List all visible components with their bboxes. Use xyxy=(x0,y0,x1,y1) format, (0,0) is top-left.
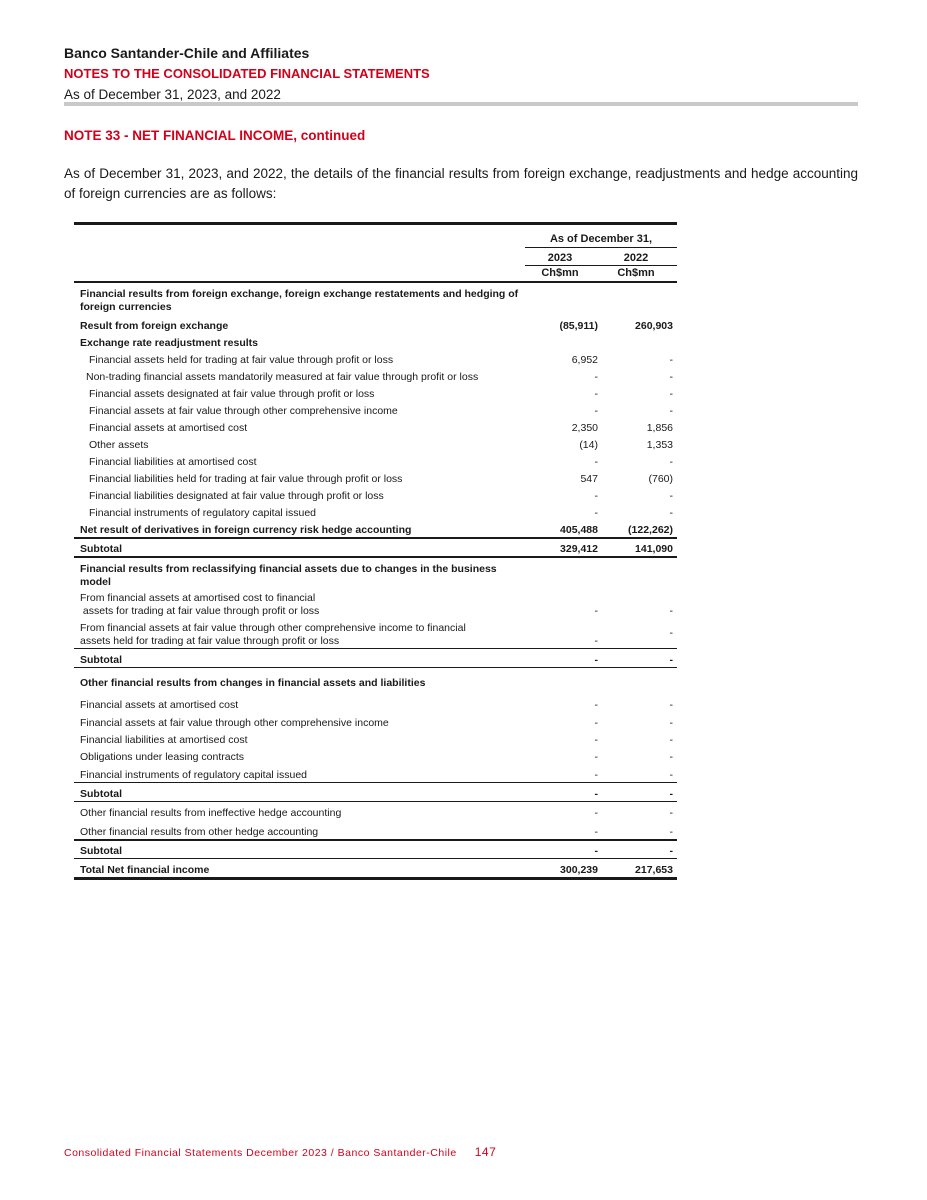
value-2022: 260,903 xyxy=(635,320,673,332)
table-row xyxy=(74,820,677,839)
value-2022: - xyxy=(669,507,673,519)
row-label: Financial assets at amortised cost xyxy=(80,699,239,711)
value-2023: (14) xyxy=(579,439,598,451)
table-row xyxy=(74,503,677,520)
table-row xyxy=(74,712,677,730)
total-row xyxy=(74,859,677,880)
subtotal-row xyxy=(74,648,677,668)
table-row xyxy=(74,486,677,503)
row-label: Subtotal xyxy=(80,543,122,555)
value-2023: - xyxy=(594,388,598,400)
table-row xyxy=(74,520,677,537)
value-2022: 1,856 xyxy=(646,422,673,434)
table-row xyxy=(74,367,677,384)
year-underline xyxy=(525,265,677,266)
value-2022: - xyxy=(669,751,673,763)
row-label: Other financial results from changes in financial assets and liabilities xyxy=(80,677,426,689)
row-label: Financial liabilities at amortised cost xyxy=(80,734,248,746)
value-2022: - xyxy=(669,788,673,800)
financial-table xyxy=(74,222,677,880)
value-2023: 2,350 xyxy=(571,422,598,434)
value-2023: 405,488 xyxy=(560,524,598,536)
value-2023: - xyxy=(594,490,598,502)
value-2022: 217,653 xyxy=(635,864,673,876)
table-row xyxy=(74,668,677,694)
intro-paragraph: As of December 31, 2023, and 2022, the details of the financial results from foreign exchange, readjustments and hedge accounting of foreign currencies are as follows: xyxy=(64,166,858,201)
value-2022: - xyxy=(669,388,673,400)
value-2022: - xyxy=(669,807,673,819)
value-2023: - xyxy=(594,635,598,647)
row-label-line1: From financial assets at fair value through other comprehensive income to financial xyxy=(80,622,466,634)
value-2023: - xyxy=(594,769,598,781)
row-label: Financial assets at fair value through other comprehensive income xyxy=(80,717,389,729)
table-row xyxy=(74,401,677,418)
table-row xyxy=(74,802,677,820)
row-label xyxy=(74,622,525,648)
company-name: Banco Santander-Chile and Affiliates xyxy=(64,45,310,61)
table-row xyxy=(74,618,677,648)
value-2022: (760) xyxy=(648,473,673,485)
value-2023: - xyxy=(594,788,598,800)
row-label: Financial assets held for trading at fair value through profit or loss xyxy=(89,354,394,366)
row-label: Financial results from foreign exchange, foreign exchange restatements and hedging of foreign currencies xyxy=(80,288,519,313)
table-row xyxy=(74,589,677,618)
value-2023: - xyxy=(594,734,598,746)
value-2022: 141,090 xyxy=(635,543,673,555)
table-row xyxy=(74,333,677,350)
value-2022: - xyxy=(669,769,673,781)
value-2022: - xyxy=(669,654,673,666)
table-row xyxy=(74,384,677,401)
value-2022: - xyxy=(669,456,673,468)
page-number: 147 xyxy=(474,1145,497,1159)
value-2023: - xyxy=(594,605,598,617)
table-row xyxy=(74,558,677,589)
value-2023: - xyxy=(594,845,598,857)
value-2023: 547 xyxy=(580,473,598,485)
as-of-column-header: As of December 31, xyxy=(525,233,677,248)
value-2022: - xyxy=(669,845,673,857)
row-label xyxy=(74,592,525,618)
year-2022-header: 2022 xyxy=(623,252,649,264)
table-row xyxy=(74,764,677,782)
page-header xyxy=(64,43,430,106)
value-2023: (85,911) xyxy=(559,320,598,332)
row-label-line2: assets held for trading at fair value through profit or loss xyxy=(80,635,340,647)
value-2022: - xyxy=(669,626,673,639)
value-2023: - xyxy=(594,371,598,383)
value-2023: 300,239 xyxy=(560,864,598,876)
row-label: Total Net financial income xyxy=(80,864,210,876)
value-2022: - xyxy=(669,717,673,729)
row-label: Other financial results from ineffective hedge accounting xyxy=(80,807,342,819)
table-row xyxy=(74,418,677,435)
row-label: Financial liabilities held for trading at fair value through profit or loss xyxy=(89,473,403,485)
value-2022: - xyxy=(669,405,673,417)
page-footer xyxy=(64,1145,496,1159)
value-2022: - xyxy=(669,734,673,746)
row-label: Financial assets designated at fair value through profit or loss xyxy=(89,388,375,400)
row-label: Result from foreign exchange xyxy=(80,320,229,332)
row-label: Financial liabilities at amortised cost xyxy=(89,456,257,468)
subtotal-row xyxy=(74,839,677,859)
row-label: Subtotal xyxy=(80,845,122,857)
table-row xyxy=(74,694,677,712)
value-2023: - xyxy=(594,456,598,468)
row-label: Subtotal xyxy=(80,788,122,800)
row-label: Other financial results from other hedge accounting xyxy=(80,826,319,838)
value-2022: - xyxy=(669,699,673,711)
notes-title: NOTES TO THE CONSOLIDATED FINANCIAL STATEMENTS xyxy=(64,66,430,81)
subtotal-row xyxy=(74,537,677,558)
value-2023: - xyxy=(594,807,598,819)
value-2023: - xyxy=(594,405,598,417)
value-2022: - xyxy=(669,354,673,366)
unit-2022-header: Ch$mn xyxy=(617,267,655,279)
row-label: Net result of derivatives in foreign currency risk hedge accounting xyxy=(80,524,412,536)
table-row xyxy=(74,469,677,486)
unit-2023-header: Ch$mn xyxy=(541,267,579,279)
row-label-line2: assets for trading at fair value through profit or loss xyxy=(80,605,320,617)
value-2023: - xyxy=(594,717,598,729)
table-row xyxy=(74,350,677,367)
value-2022: - xyxy=(669,490,673,502)
note-title: NOTE 33 - NET FINANCIAL INCOME, continued xyxy=(64,128,366,143)
value-2023: 6,952 xyxy=(571,354,598,366)
row-label: Subtotal xyxy=(80,654,122,666)
table-row xyxy=(74,435,677,452)
table-header xyxy=(74,225,677,281)
value-2023: - xyxy=(594,654,598,666)
row-label: Exchange rate readjustment results xyxy=(80,337,258,349)
table-row xyxy=(74,283,677,314)
value-2022: (122,262) xyxy=(628,524,673,536)
row-label: Obligations under leasing contracts xyxy=(80,751,245,763)
value-2022: - xyxy=(669,605,673,617)
row-label: Non-trading financial assets mandatorily measured at fair value through profit or loss xyxy=(86,371,479,383)
value-2023: - xyxy=(594,699,598,711)
row-label: Financial assets at fair value through other comprehensive income xyxy=(89,405,398,417)
value-2023: 329,412 xyxy=(560,543,598,555)
row-label: Other assets xyxy=(89,439,149,451)
row-label: Financial assets at amortised cost xyxy=(89,422,248,434)
table-row xyxy=(74,730,677,747)
row-label: Financial instruments of regulatory capital issued xyxy=(89,507,317,519)
row-label-line1: From financial assets at amortised cost to financial xyxy=(80,592,316,604)
row-label: Financial liabilities designated at fair value through profit or loss xyxy=(89,490,384,502)
header-divider xyxy=(64,102,858,106)
table-row xyxy=(74,314,677,333)
value-2022: - xyxy=(669,371,673,383)
year-2023-header: 2023 xyxy=(547,252,573,264)
table-row xyxy=(74,747,677,764)
value-2022: 1,353 xyxy=(646,439,673,451)
row-label: Financial instruments of regulatory capital issued xyxy=(80,769,308,781)
value-2023: - xyxy=(594,751,598,763)
as-of-date: As of December 31, 2023, and 2022 xyxy=(64,87,281,102)
subtotal-row xyxy=(74,782,677,802)
row-label: Financial results from reclassifying financial assets due to changes in the business model xyxy=(80,563,497,588)
footer-text: Consolidated Financial Statements December 2023 / Banco Santander-Chile xyxy=(64,1147,457,1159)
table-row xyxy=(74,452,677,469)
value-2023: - xyxy=(594,826,598,838)
value-2022: - xyxy=(669,826,673,838)
value-2023: - xyxy=(594,507,598,519)
